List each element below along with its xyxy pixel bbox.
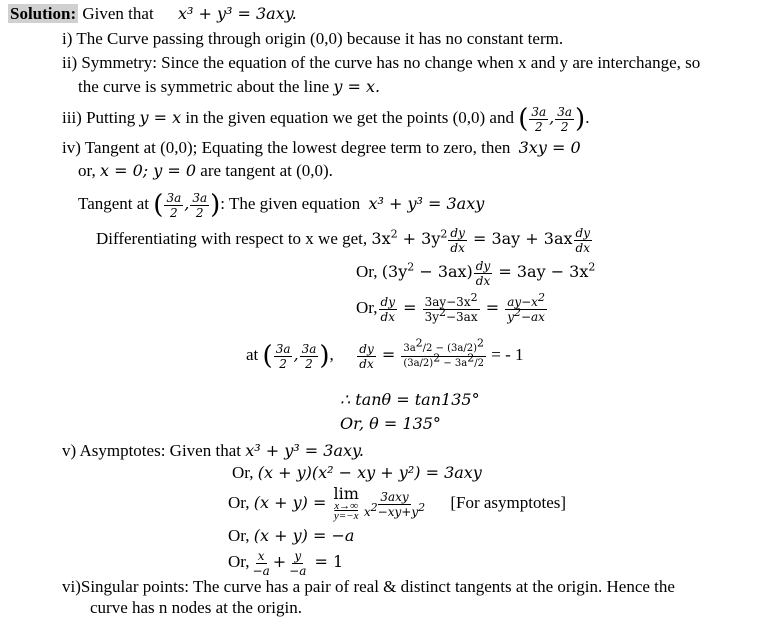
item-iii: iii) Putting y = x in the given equation we get the points (0,0) and ( $\frac{3a}{2}$ , $\frac{3a}{2}$ ).	[62, 104, 590, 135]
evaluated-fraction: $\frac{3a^2/2 - (3a/2)^2}{(3a/2)^2 - 3a^2/2}$	[403, 336, 484, 369]
item-v-line5: Or, $\frac{x}{-a}$ + $\frac{y}{-a}$ = 1	[228, 548, 344, 578]
step-2: Or, $\frac{dy}{dx}$ = $\frac{3ay-3x^2}{3y^2-3ax}$ = $\frac{ay-x^2}{y^2-ax}$	[356, 290, 545, 324]
tangent-equation: x³ + y³ = 3axy	[368, 194, 485, 213]
diff-text: Differentiating with respect to x we get,	[96, 229, 368, 248]
solution-label: Solution:	[10, 4, 77, 23]
item-iii-pre: iii) Putting	[62, 108, 136, 127]
item-iv-post: are tangent at (0,0).	[200, 161, 333, 180]
therefore-line: ∴ tanθ = tan135°	[340, 390, 480, 409]
tangent-line: Tangent at ( $\frac{3a}{2}$ , $\frac{3a}{2}$ ): The given equation x³ + y³ = 3axy	[78, 190, 485, 221]
item-v-line3: Or, (x + y) = lim x→∞ y=−x $\frac{\text{3axy}}{x^2-xy+y^2}$ [For asymptotes]	[228, 483, 567, 522]
open-paren: (	[518, 104, 529, 135]
item-ii-equation: y = x.	[333, 77, 381, 96]
step-3: at ( $\frac{3a}{2}$ , $\frac{3a}{2}$ ), $\frac{dy}{dx}$ = $\frac{3a^2/2 - (3a/2)^2}{(3a/2)^2 - 3a^2/2}$ = - 1	[246, 336, 524, 372]
item-iv-line1	[62, 138, 581, 158]
for-asymptotes: [For asymptotes]	[450, 493, 567, 512]
tangent-pre: Tangent at	[78, 194, 150, 213]
item-i: i) The Curve passing through origin (0,0) because it has no constant term.	[62, 29, 564, 48]
item-ii-line2	[78, 77, 380, 97]
item-iv-equation: 3xy = 0	[518, 138, 581, 157]
fraction-3a-2: $\frac{3a}{2}$	[557, 104, 573, 134]
item-iv-tangent-eq: x = 0; y = 0	[99, 161, 197, 180]
given-text: Given that	[82, 4, 154, 23]
item-v-line1: v) Asymptotes: Given that x³ + y³ = 3axy.	[62, 441, 365, 460]
given-equation: x³ + y³ = 3axy.	[177, 4, 297, 23]
item-vi-line1: vi)Singular points: The curve has a pair of real & distinct tangents at the origin. Hence the	[62, 577, 675, 596]
item-iv-text: iv) Tangent at (0,0); Equating the lowest degree term to zero, then	[62, 138, 511, 157]
step-1: Or, $(3y^2 - 3ax)$ $\frac{dy}{dx}$ = $3ay - 3x^2$	[356, 258, 596, 288]
item-v-line2: Or, (x + y)(x² − xy + y²) = 3axy	[232, 463, 482, 482]
fraction-3a-2: $\frac{3a}{2}$	[531, 104, 547, 134]
item-ii-text: the curve is symmetric about the line	[78, 77, 330, 96]
item-v-line4: Or, (x + y) = −a	[228, 526, 355, 545]
item-iii-equation: y = x	[139, 108, 182, 127]
item-iv-line2	[78, 161, 333, 181]
limit-operator: lim x→∞ y=−x	[333, 483, 359, 522]
item-vi-line2: curve has n nodes at the origin.	[90, 598, 302, 617]
item-iii-mid: in the given equation we get the points (0,0) and	[185, 108, 514, 127]
close-paren: )	[575, 104, 586, 135]
differentiation-line: Differentiating with respect to x we get, $3x^2 + 3y^2$ $\frac{dy}{dx}$ = 3ay + 3ax $\frac{dy}{dx}$	[96, 225, 590, 255]
item-iv-or: or,	[78, 161, 96, 180]
item-ii-line1: ii) Symmetry: Since the equation of the curve has no change when x and y are interchange, so	[62, 53, 701, 72]
tangent-mid: : The given equation	[220, 194, 361, 213]
solution-line	[8, 4, 297, 24]
theta-line: Or, θ = 135°	[340, 414, 441, 433]
